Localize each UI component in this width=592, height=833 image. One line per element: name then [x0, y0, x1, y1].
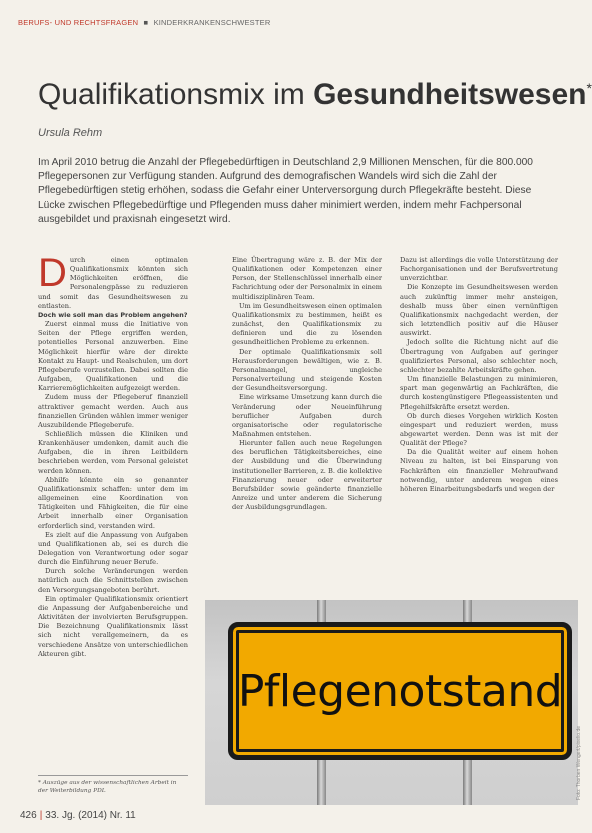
body-column-1 [38, 251, 188, 781]
paragraph: Um finanzielle Belastungen zu minimieren, spart man gegenwärtig an Fachkräften, die durch kostengünstigere Pflegeassistenten und Pflegehilfskräfte ersetzt werden. [400, 375, 558, 411]
title-footnote-mark: * [586, 80, 592, 96]
photo-credit: Foto: Thorben Wengert/pixelio.de [576, 725, 582, 800]
drop-cap: D [38, 251, 67, 295]
paragraph: Der optimale Qualifikationsmix soll Herausforderungen bewältigen, wie z. B. Personalmangel, ungleiche Personalverteilung und steigende Kosten der Gesundheitsversorgung. [232, 347, 382, 393]
paragraph: Durch solche Veränderungen werden natürlich auch die Schnittstellen zwischen den Versorgungsangeboten berührt. [38, 567, 188, 594]
body-column-2 [232, 256, 382, 512]
lead-paragraph: Im April 2010 betrug die Anzahl der Pflegebedürftigen in Deutschland 2,9 Millionen Menschen, für die 800.000 Pflegepersonen zur Verfügung standen. Aufgrund des demografischen Wandels wird sich die Zahl der Pflegebedürftigen stetig erhöhen, sodass die Gefahr einer Unterversorgung durch Pflegekräfte besteht. Diese Lücke zwischen Pflegebedürftige und Pflegenden muss daher minimiert werden, indem mehr Fachpersonal ausgebildet und praxisnah eingesetzt wird. [38, 157, 533, 225]
page-number: 426 [20, 810, 37, 821]
paragraph: Eine Übertragung wäre z. B. der Mix der Qualifikationen oder Kompetenzen einer Person, der Stellenschlüssel innerhalb einer Fachrichtung oder der Personalmix in einem multidisziplinären Team. [232, 256, 382, 301]
paragraph: Es zielt auf die Anpassung von Aufgaben und Qualifikationen ab, sei es durch die Delegation von Verantwortung oder sogar durch die Einführung neuer Berufe. [38, 530, 188, 567]
subheading: Doch wie soll man das Problem angehen? [38, 310, 188, 319]
issue-info: 33. Jg. (2014) Nr. 11 [45, 810, 136, 821]
body-column-3 [400, 256, 558, 556]
paragraph: Die Konzepte im Gesundheitswesen werden auch zukünftig immer mehr ansteigen, deshalb muss über einen vernünftigen Qualifikationsmix nachgedacht werden, der sich letztendlich positiv auf die Häuser auswirkt. [400, 283, 558, 338]
paragraph: Hierunter fallen auch neue Regelungen des beruflichen Tätigkeitsbereiches, eine der Ausbildung und die Überwindung institutioneller Barrieren, z. B. die kollektive Finanzierung neuer oder erweiterter Berufsbilder sowie geänderte finanzielle Anreize und unter anderem die Sicherung der Ausbildungsgrundlagen. [232, 439, 382, 512]
paragraph: Abhilfe könnte ein so genannter Qualifikationsmix schaffen: unter dem im allgemeinen eine Koordination von Tätigkeiten und Fähigkeiten, die für eine Arbeit innerhalb einer Organisation erforderlich sind, verstanden wird. [38, 475, 188, 530]
photo-pflegenotstand-sign [205, 600, 578, 805]
paragraph: Eine wirksame Umsetzung kann durch die Veränderung oder Neueinführung beruflicher Aufgaben durch organisatorische oder regulatorische Maßnahmen entstehen. [232, 393, 382, 438]
footnote: * Auszüge aus der wissenschaftlichen Arbeit in der Weiterbildung PDL [38, 775, 188, 795]
paragraph: Dazu ist allerdings die volle Unterstützung der Fachorganisationen und der Berufsvertretung unverzichtbar. [400, 256, 558, 283]
header-section: BERUFS- UND RECHTSFRAGEN [18, 18, 139, 27]
title-light: Qualifikationsmix im [38, 78, 314, 111]
paragraph: Um im Gesundheitswesen einen optimalen Qualifikationsmix zu bestimmen, heißt es zunächst, den Qualifikationsmix zu definieren und die zu lösenden gesundheitlichen Probleme zu erkennen. [232, 301, 382, 347]
paragraph: Ob durch dieses Vorgehen wirklich Kosten eingespart und reduziert werden, muss abgewartet werden. Denn was ist mit der Qualität der Pflege? [400, 411, 558, 448]
article-title [38, 78, 592, 112]
paragraph [38, 251, 188, 311]
running-header [18, 18, 270, 27]
title-bold: Gesundheitswesen [313, 78, 587, 111]
paragraph: Da die Qualität weiter auf einem hohen Niveau zu halten, ist bei Einsparung von Fachkräften ein finanzieller Mehraufwand notwendig, unter anderem wegen eines höheren Einarbeitungsbedarfs und wegen der [400, 448, 558, 493]
footer-divider: | [39, 810, 43, 821]
paragraph: Zudem muss der Pflegeberuf finanziell attraktiver gemacht werden. Auch aus finanziellen Gründen wählen immer weniger Auszubildende Pflegeberufe. [38, 393, 188, 429]
paragraph: Ein optimaler Qualifikationsmix orientiert die Anpassung der Aufgabenbereiche und Aktivitäten der involvierten Berufsgruppen. Die Bezeichnung Qualifikationsmix lässt sich nicht verallgemeinern, da es verschiedene Ansätze von unterschiedlichen Akteuren gibt. [38, 594, 188, 658]
sign-text: Pflegenotstand [237, 665, 563, 717]
header-separator: ■ [143, 18, 149, 27]
header-subsection: KINDERKRANKENSCHWESTER [153, 18, 271, 27]
author: Ursula Rehm [38, 127, 103, 139]
page-footer [20, 810, 136, 821]
town-sign [228, 622, 572, 760]
paragraph: Jedoch sollte die Richtung nicht auf die Übertragung von Aufgaben auf geringer qualifiziertes Personal, also schlechter noch, schlechter bezahlte Arbeitskräfte gehen. [400, 338, 558, 374]
paragraph: Zuerst einmal muss die Initiative von Seiten der Pflege ergriffen werden, potentielles Personal anzuwerben. Eine Möglichkeit hierfür wäre der direkte Kontakt zu Haupt- und Realschulen, um dort Pflegeberufe vorzustellen. Dabei sollten die Aufgaben, Qualifikationen und die Karrieremöglichkeiten aufgezeigt werden. [38, 320, 188, 393]
paragraph: Schließlich müssen die Kliniken und Krankenhäuser umdenken, damit auch die Aufgaben, die in ihren Leitbildern beschrieben werden, vom Personal geleistet werden können. [38, 429, 188, 475]
paragraph-text: urch einen optimalen Qualifikationsmix könnten sich Möglichkeiten eröffnen, die Personalengpässe zu reduzieren und somit das Gesundheitswesen zu entlasten. [38, 256, 188, 310]
